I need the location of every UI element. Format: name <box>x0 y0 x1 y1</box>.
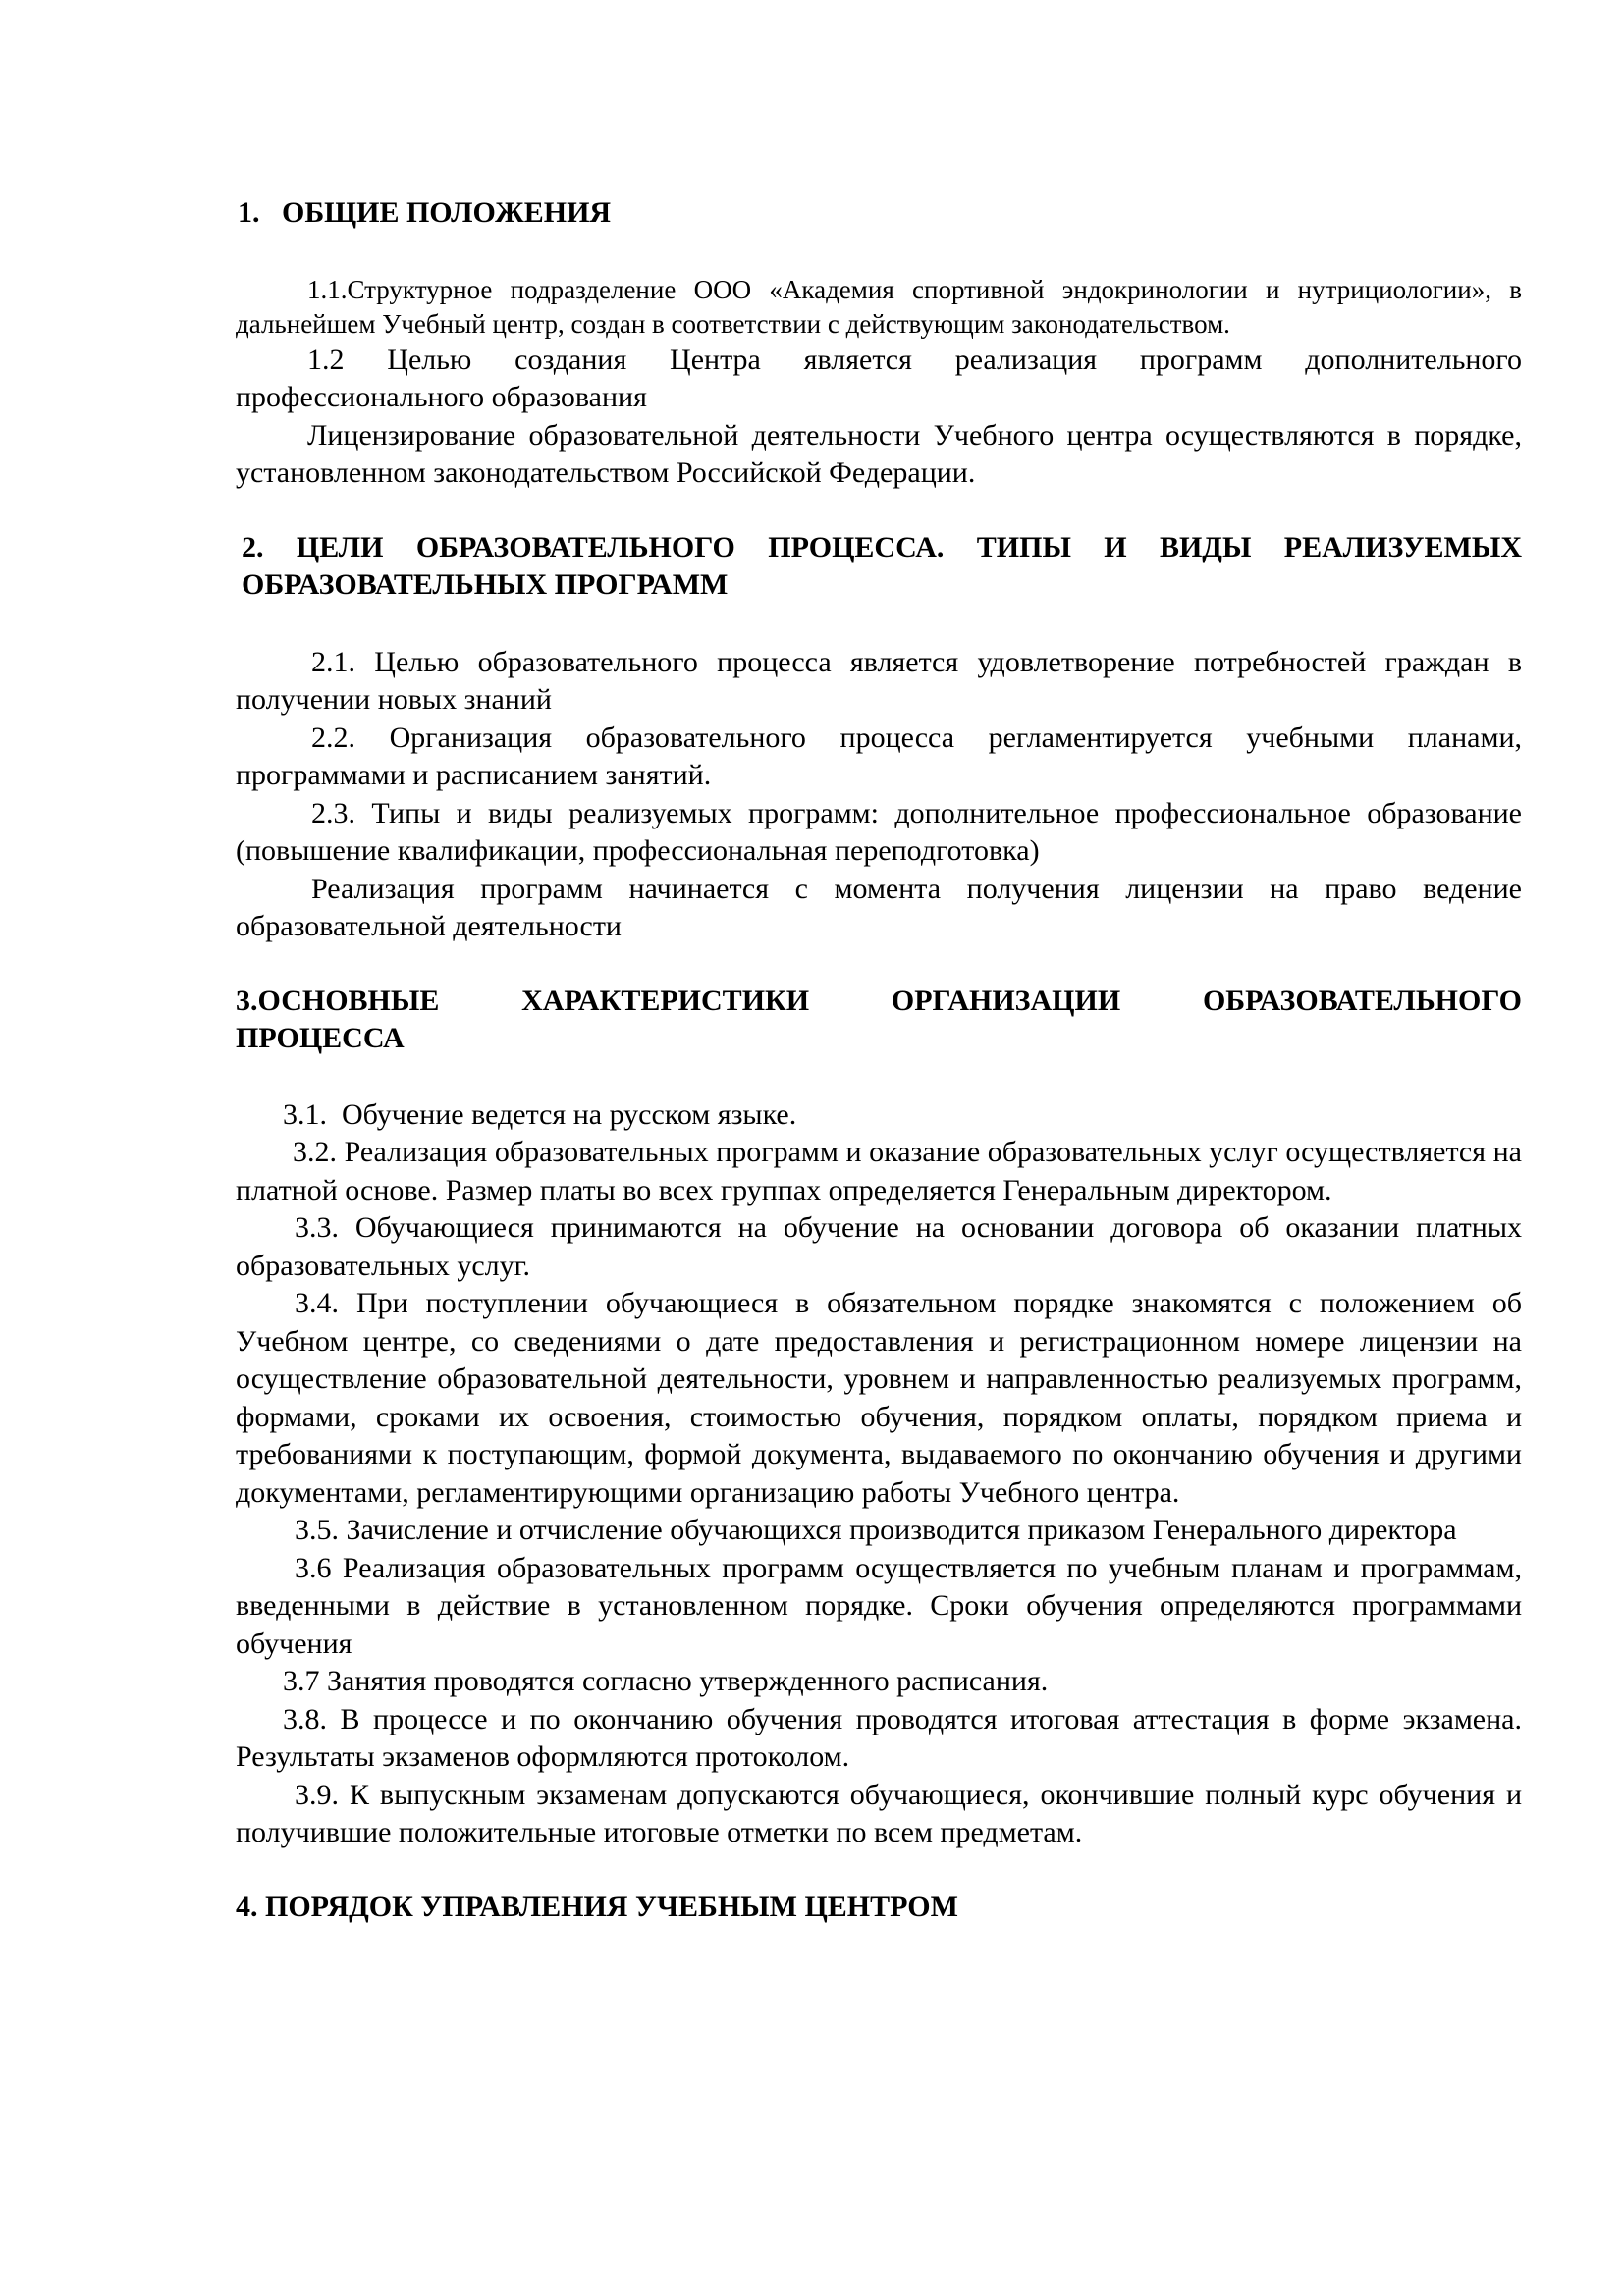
section-1-heading: 1. ОБЩИЕ ПОЛОЖЕНИЯ <box>238 196 612 229</box>
section-3-heading <box>236 983 1522 1058</box>
paragraph-3-4: 3.4. При поступлении обучающиеся в обязательном порядке знакомятся с положением об Учебном центре, со сведениями о дате предоставления и регистрационном номере лицензии на осуществление образовательной деятельности, уровнем и направленностью реализуемых программ, формами, сроками их освоения, стоимостью обучения, порядком оплаты, порядком приема и требованиями к поступающим, формой документа, выдаваемого по окончанию обучения и другими документами, регламентирующими организацию работы Учебного центра. <box>236 1287 1522 1509</box>
paragraph-3-1: 3.1. Обучение ведется на русском языке. <box>283 1097 797 1131</box>
paragraph-3-5: 3.5. Зачисление и отчисление обучающихся производится приказом Генерального директора <box>295 1514 1457 1546</box>
paragraph-3-3: 3.3. Обучающиеся принимаются на обучение на основании договора об оказании платных образовательных услуг. <box>236 1211 1522 1282</box>
paragraph-2-3: 2.3. Типы и виды реализуемых программ: дополнительное профессиональное образование (повышение квалификации, профессиональная переподготовка) <box>236 796 1522 867</box>
paragraph-3-8: 3.8. В процессе и по окончанию обучения проводятся итоговая аттестация в форме экзамена. Результаты экзаменов оформляются протоколом. <box>236 1702 1522 1773</box>
paragraph-3-6: 3.6 Реализация образовательных программ осуществляется по учебным планам и программам, введенными в действие в установленном порядке. Сроки обучения определяются программами обучения <box>236 1551 1522 1660</box>
paragraph-2-2: 2.2. Организация образовательного процесса регламентируется учебными планами, программами и расписанием занятий. <box>236 721 1522 791</box>
paragraph-2-4: Реализация программ начинается с момента получения лицензии на право ведение образовательной деятельности <box>236 872 1522 942</box>
paragraph-1-1: 1.1.Структурное подразделение ООО «Академия спортивной эндокринологии и нутрициологии», в дальнейшем Учебный центр, создан в соответствии с действующим законодательством. <box>236 274 1522 339</box>
section-3-heading-line1: 3.ОСНОВНЫЕ ХАРАКТЕРИСТИКИ ОРГАНИЗАЦИИ ОБРАЗОВАТЕЛЬНОГО <box>236 984 1522 1017</box>
paragraph-3-9: 3.9. К выпускным экзаменам допускаются обучающиеся, окончившие полный курс обучения и получившие положительные итоговые отметки по всем предметам. <box>236 1778 1522 1848</box>
paragraph-2-1: 2.1. Целью образовательного процесса является удовлетворение потребностей граждан в получении новых знаний <box>236 645 1522 716</box>
section-2-heading: 2. ЦЕЛИ ОБРАЗОВАТЕЛЬНОГО ПРОЦЕССА. ТИПЫ И ВИДЫ РЕАЛИЗУЕМЫХ ОБРАЗОВАТЕЛЬНЫХ ПРОГРАММ <box>242 530 1522 601</box>
document-page <box>236 194 1522 1926</box>
paragraph-3-7: 3.7 Занятия проводятся согласно утвержденного расписания. <box>283 1665 1049 1697</box>
paragraph-3-2: 3.2. Реализация образовательных программ и оказание образовательных услуг осуществляется на платной основе. Размер платы во всех группах определяется Генеральным директором. <box>236 1136 1522 1206</box>
section-3-heading-line2: ПРОЦЕССА <box>236 1022 405 1054</box>
section-4-heading: 4. ПОРЯДОК УПРАВЛЕНИЯ УЧЕБНЫМ ЦЕНТРОМ <box>236 1890 958 1923</box>
paragraph-1-3: Лицензирование образовательной деятельности Учебного центра осуществляются в порядке, установленном законодательством Российской Федерации. <box>236 418 1522 489</box>
paragraph-1-2: 1.2 Целью создания Центра является реализация программ дополнительного профессионального образования <box>236 343 1522 413</box>
